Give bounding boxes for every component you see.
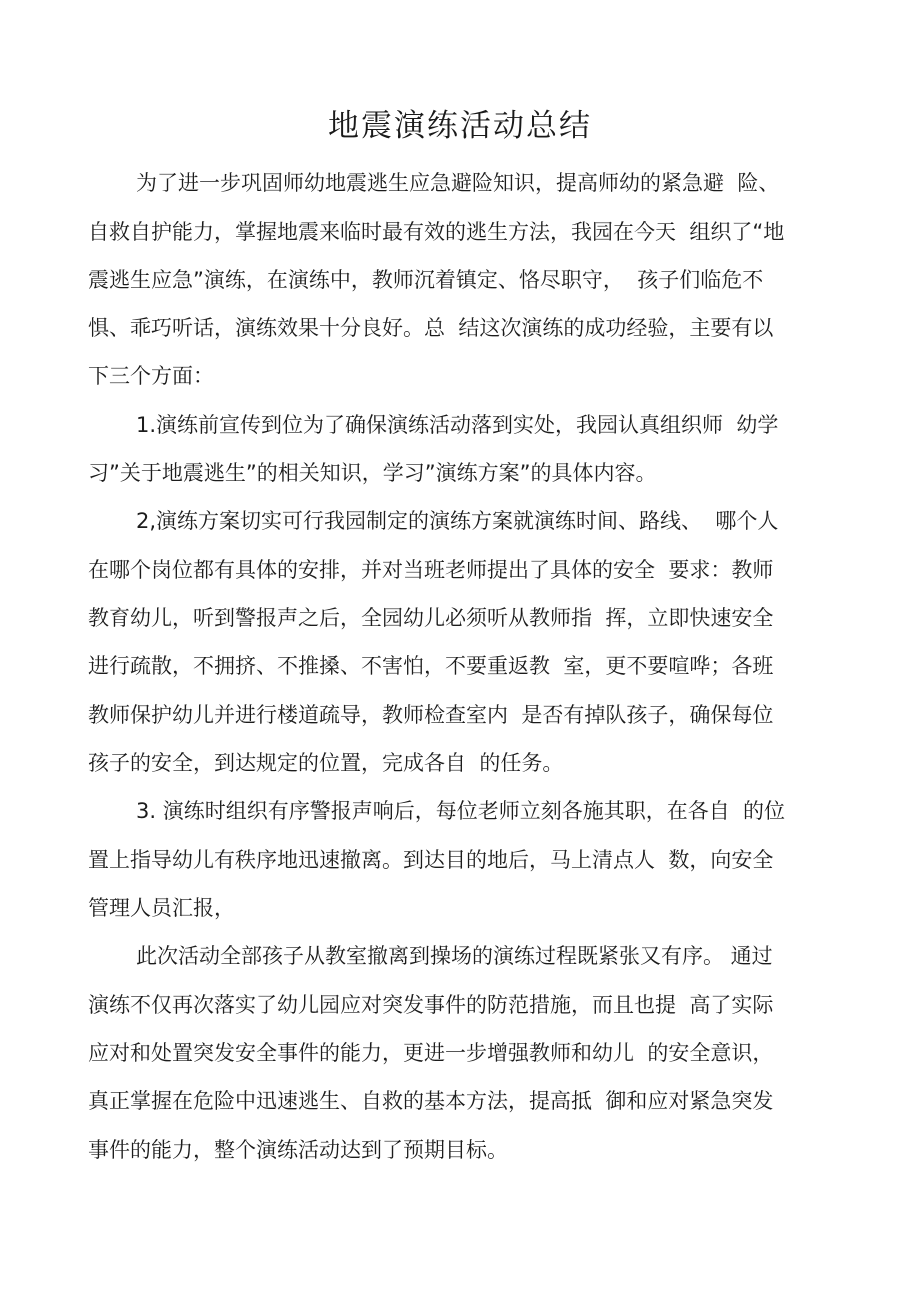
paragraph-3-line-6: 孩子的安全，到达规定的位置，完成各自 的任务。 — [88, 751, 564, 775]
document-title: 地震演练活动总结 — [328, 108, 592, 144]
paragraph-3-line-1: 2,演练方案切实可行我园制定的演练方案就演练时间、路线、 哪个人 — [136, 509, 779, 533]
paragraph-5-line-4: 真正掌握在危险中迅速逃生、自救的基本方法，提高抵 御和应对紧急突发 — [88, 1089, 774, 1113]
paragraph-3-line-3: 教育幼儿，听到警报声之后，全园幼儿必须听从教师指 挥，立即快速安全 — [88, 606, 774, 630]
paragraph-1-line-2: 自救自护能力，掌握地震来临时最有效的逃生方法，我园在今天 组织了“地 — [88, 220, 785, 244]
paragraph-3-line-2: 在哪个岗位都有具体的安排，并对当班老师提出了具体的安全 要求：教师 — [88, 558, 774, 582]
paragraph-2-line-2: 习”关于地震逃生”的相关知识，学习”演练方案”的具体内容。 — [88, 461, 657, 485]
paragraph-3-line-4: 进行疏散，不拥挤、不推搡、不害怕，不要重返教 室，更不要喧哗；各班 — [88, 654, 774, 678]
paragraph-1-line-1: 为了进一步巩固师幼地震逃生应急避险知识，提高师幼的紧急避 险、 — [136, 171, 780, 195]
paragraph-4-line-2: 置上指导幼儿有秩序地迅速撤离。到达目的地后，马上清点人 数，向安全 — [88, 848, 774, 872]
paragraph-1-line-3: 震逃生应急”演练，在演练中，教师沉着镇定、恪尽职守， 孩子们临危不 — [88, 268, 764, 292]
paragraph-1-line-5: 下三个方面： — [88, 364, 214, 388]
paragraph-4-line-1: 3. 演练时组织有序警报声响后，每位老师立刻各施其职，在各自 的位 — [136, 799, 786, 823]
paragraph-2-line-1: 1.演练前宣传到位为了确保演练活动落到实处，我园认真组织师 幼学 — [136, 413, 779, 437]
paragraph-5-line-3: 应对和处置突发安全事件的能力，更进一步增强教师和幼儿 的安全意识， — [88, 1041, 774, 1065]
paragraph-5-line-5: 事件的能力，整个演练活动达到了预期目标。 — [88, 1138, 508, 1162]
paragraph-4-line-3: 管理人员汇报， — [88, 896, 235, 920]
paragraph-5-line-2: 演练不仅再次落实了幼儿园应对突发事件的防范措施，而且也提 高了实际 — [88, 993, 774, 1017]
paragraph-3-line-5: 教师保护幼儿并进行楼道疏导，教师检查室内 是否有掉队孩子，确保每位 — [88, 703, 774, 727]
paragraph-1-line-4: 惧、乖巧听话，演练效果十分良好。总 结这次演练的成功经验，主要有以 — [88, 316, 774, 340]
paragraph-5-line-1: 此次活动全部孩子从教室撤离到操场的演练过程既紧张又有序。 通过 — [136, 944, 773, 968]
